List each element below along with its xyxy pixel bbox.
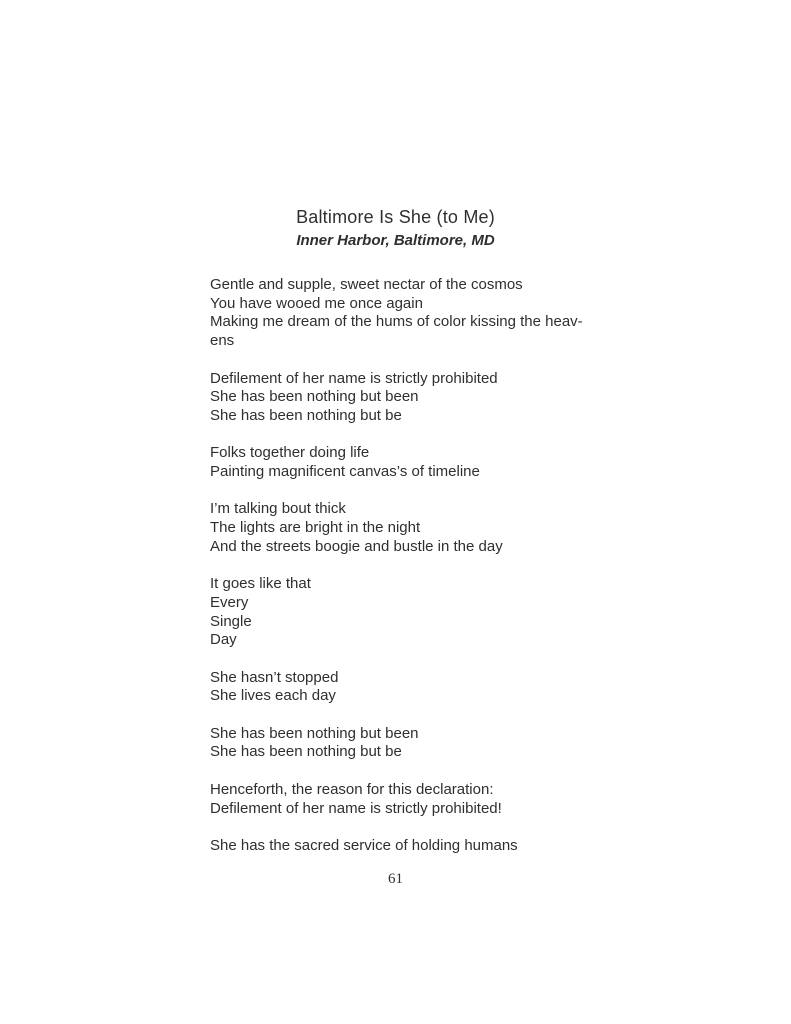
- poem-line: Defilement of her name is strictly prohibited!: [210, 799, 502, 817]
- poem-body: [210, 276, 583, 874]
- stanza: [210, 725, 583, 762]
- poem-line: She has been nothing but been: [210, 388, 419, 406]
- poem-line: Making me dream of the hums of color kissing the heav-: [210, 313, 583, 331]
- poem-line: It goes like that: [210, 575, 311, 593]
- stanza: [210, 276, 583, 351]
- poem-line: Folks together doing life: [210, 444, 370, 462]
- poem-title: Baltimore Is She (to Me): [296, 207, 495, 227]
- poem-line: I’m talking bout thick: [210, 500, 346, 518]
- poem-line: She has been nothing but be: [210, 743, 402, 761]
- stanza: [210, 444, 583, 481]
- poem-line: The lights are bright in the night: [210, 519, 421, 537]
- poem-subtitle: Inner Harbor, Baltimore, MD: [296, 232, 495, 249]
- stanza: [210, 575, 583, 650]
- poem-line: Day: [210, 631, 237, 649]
- page-number: 61: [388, 871, 403, 887]
- poem-line: Henceforth, the reason for this declaration:: [210, 780, 494, 798]
- poem-line: She has been nothing but been: [210, 724, 419, 742]
- poem-line: She has the sacred service of holding humans: [210, 836, 518, 854]
- poem-line: Single: [210, 612, 252, 630]
- poem-line: Every: [210, 593, 249, 611]
- stanza: [210, 781, 583, 818]
- poem-line: You have wooed me once again: [210, 294, 423, 312]
- stanza: [210, 370, 583, 426]
- poem-line: Painting magnificent canvas’s of timeline: [210, 463, 480, 480]
- poem-line: She lives each day: [210, 687, 336, 705]
- poem-line: Defilement of her name is strictly prohibited: [210, 369, 498, 387]
- poem-line: She hasn’t stopped: [210, 668, 339, 686]
- stanza: [210, 837, 583, 856]
- stanza: [210, 669, 583, 706]
- poem-line: And the streets boogie and bustle in the day: [210, 537, 503, 555]
- stanza: [210, 500, 583, 556]
- poem-line: Gentle and supple, sweet nectar of the cosmos: [210, 276, 523, 293]
- poem-line: She has been nothing but be: [210, 406, 402, 424]
- poem-line: ens: [210, 332, 235, 350]
